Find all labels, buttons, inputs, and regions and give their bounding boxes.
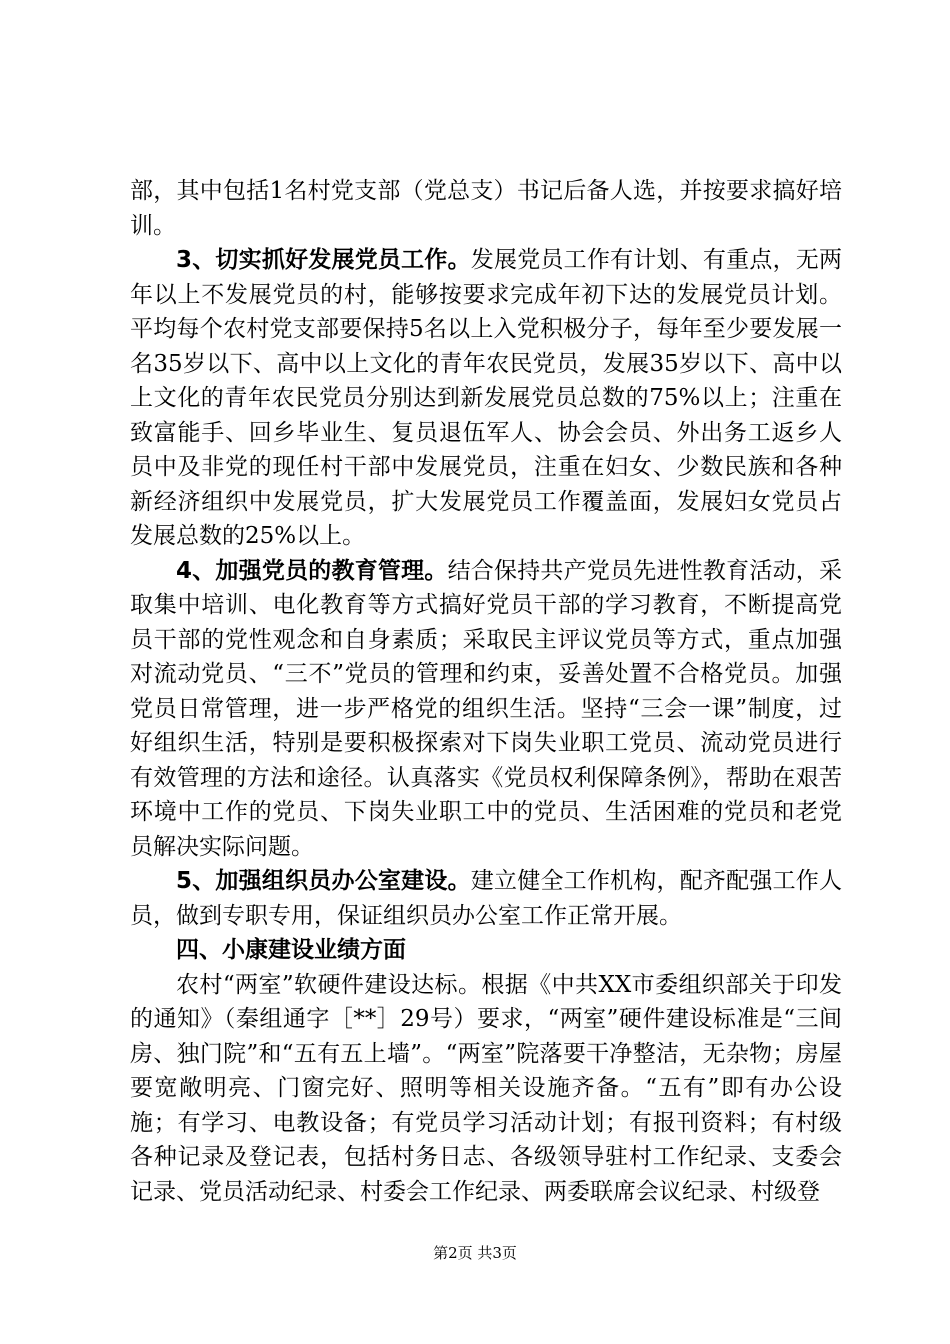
- page-footer: [0, 1243, 950, 1263]
- paragraph-member-education: [130, 554, 842, 865]
- paragraph-text: 建立健全工作机构，配齐配强工作人员，做到专职专用，保证组织员办公室工作正常开展。: [130, 868, 843, 929]
- paragraph-text: 结合保持共产党员先进性教育活动，采取集中培训、电化教育等方式搞好党员干部的学习教育，不断提高党员干部的党性观念和自身素质；采取民主评议党员等方式，重点加强对流动党员、“三不”党员的管理和约束，妥善处置不合格党员。加强党员日常管理，进一步严格党的组织生活。坚持“三会一课”制度，过好组织生活，特别是要积极探索对下岗失业职工党员、流动党员进行有效管理的方法和途径。认真落实《党员权利保障条例》，帮助在艰苦环境中工作的党员、下岗失业职工中的党员、生活困难的党员和老党员解决实际问题。: [130, 557, 842, 860]
- paragraph-text: 农村“两室”软硬件建设达标。根据《中共XX市委组织部关于印发的通知》（秦组通字［**］29号）要求，“两室”硬件建设标准是“三间房、独门院”和“五有五上墙”。“两室”院落要干净整洁，无杂物；房屋要宽敞明亮、门窗完好、照明等相关设施齐备。“五有”即有办公设施；有学习、电教设备；有党员学习活动计划；有报刊资料；有村级各种记录及登记表，包括村务日志、各级领导驻村工作纪录、支委会记录、党员活动纪录、村委会工作纪录、两委联席会议纪录、村级登: [130, 971, 842, 1205]
- paragraph-lead: 3、切实抓好发展党员工作。: [176, 247, 471, 273]
- page-number-label: 第2页 共3页: [433, 1244, 517, 1262]
- paragraph-lead: 5、加强组织员办公室建设。: [176, 868, 471, 894]
- paragraph-continuation: [130, 174, 842, 243]
- paragraph-two-rooms: [130, 968, 842, 1210]
- paragraph-lead: 4、加强党员的教育管理。: [176, 557, 448, 584]
- paragraph-text: 部，其中包括1名村党支部（党总支）书记后备人选，并按要求搞好培训。: [130, 178, 842, 239]
- document-body: [130, 174, 842, 1209]
- paragraph-text: 发展党员工作有计划、有重点，无两年以上不发展党员的村，能够按要求完成年初下达的发展党员计划。平均每个农村党支部要保持5名以上入党积极分子，每年至少要发展一名35岁以下、高中以上文化的青年农民党员，发展35岁以下、高中以上文化的青年农民党员分别达到新发展党员总数的75%以上；注重在致富能手、回乡毕业生、复员退伍军人、协会会员、外出务工返乡人员中及非党的现任村干部中发展党员，注重在妇女、少数民族和各种新经济组织中发展党员，扩大发展党员工作覆盖面，发展妇女党员占发展总数的25%以上。: [130, 247, 843, 549]
- paragraph-develop-members: [130, 243, 842, 554]
- paragraph-organizer-office: [130, 864, 842, 933]
- section-heading: 四、小康建设业绩方面: [176, 937, 406, 963]
